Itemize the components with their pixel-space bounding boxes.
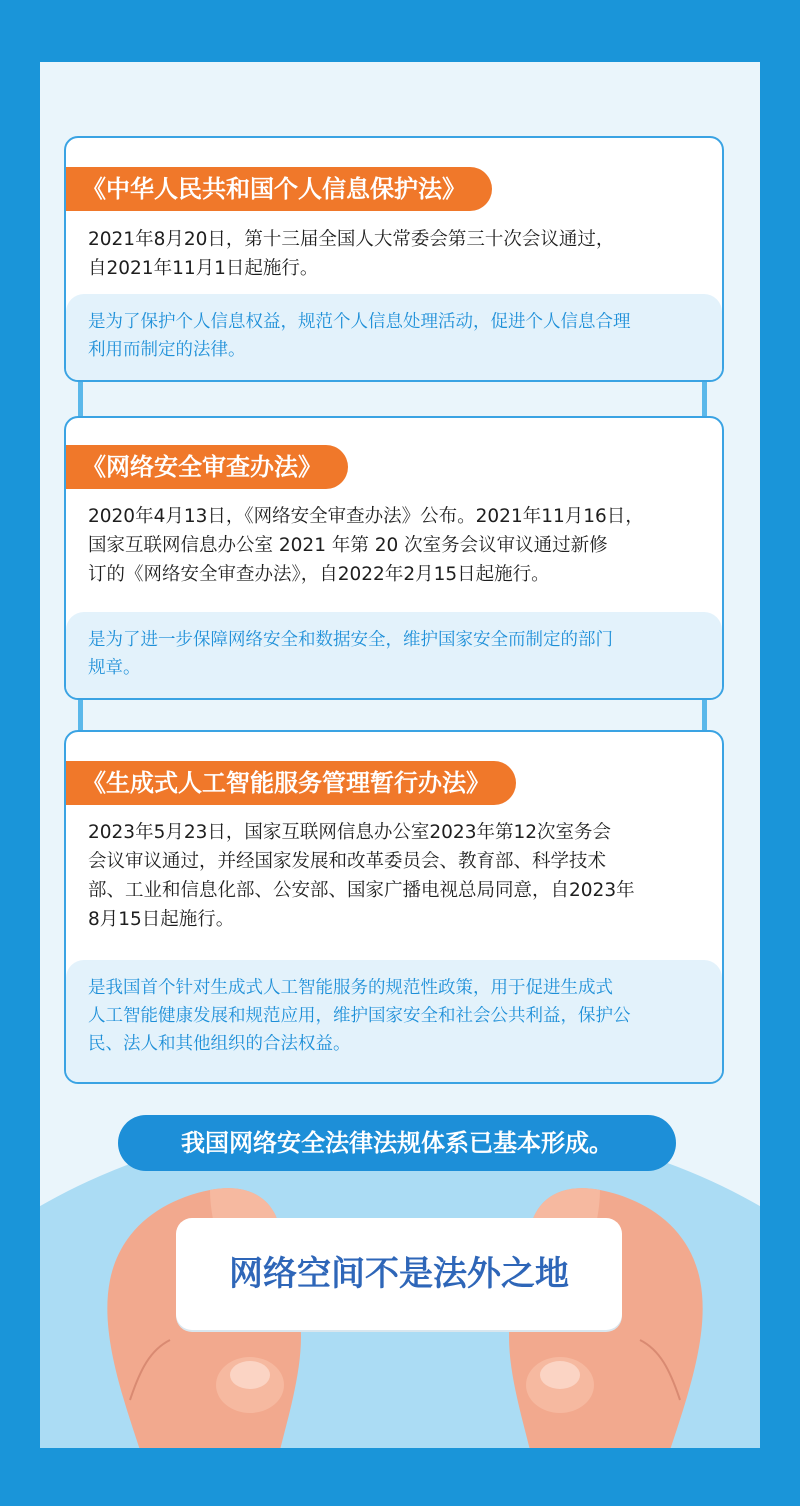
law-purpose-note: 是为了进一步保障网络安全和数据安全，维护国家安全而制定的部门 规章。 (66, 612, 722, 700)
law-card-cybersecurity-review (64, 416, 724, 700)
slogan-sign (176, 1218, 622, 1330)
law-purpose-note: 是我国首个针对生成式人工智能服务的规范性政策，用于促进生成式 人工智能健康发展和规范应用，维护国家安全和社会公共利益，保护公 民、法人和其他组织的合法权益。 (66, 960, 722, 1084)
law-description: 2023年5月23日，国家互联网信息办公室2023年第12次室务会 会议审议通过，并经国家发展和改革委员会、教育部、科学技术 部、工业和信息化部、公安部、国家广播电视总局同意，自2023年 8月15日起施行。 (88, 822, 635, 930)
law-title: 《网络安全审查办法》 (64, 445, 348, 489)
law-description: 2021年8月20日，第十三届全国人大常委会第三十次会议通过， 自2021年11月1日起施行。 (88, 229, 615, 279)
slogan-text: 网络空间不是法外之地 (229, 1254, 569, 1294)
summary-banner: 我国网络安全法律法规体系已基本形成。 (118, 1115, 676, 1171)
law-title: 《中华人民共和国个人信息保护法》 (64, 167, 492, 211)
law-purpose-note: 是为了保护个人信息权益，规范个人信息处理活动，促进个人信息合理 利用而制定的法律。 (66, 294, 722, 382)
law-card-generative-ai (64, 730, 724, 1084)
law-description: 2020年4月13日，《网络安全审查办法》公布。2021年11月16日， 国家互联网信息办公室 2021 年第 20 次室务会议审议通过新修 订的《网络安全审查办法》，自2022年2月15日起施行。 (88, 506, 644, 585)
law-card-pipl (64, 136, 724, 382)
content-panel (40, 62, 760, 1448)
law-title: 《生成式人工智能服务管理暂行办法》 (64, 761, 516, 805)
